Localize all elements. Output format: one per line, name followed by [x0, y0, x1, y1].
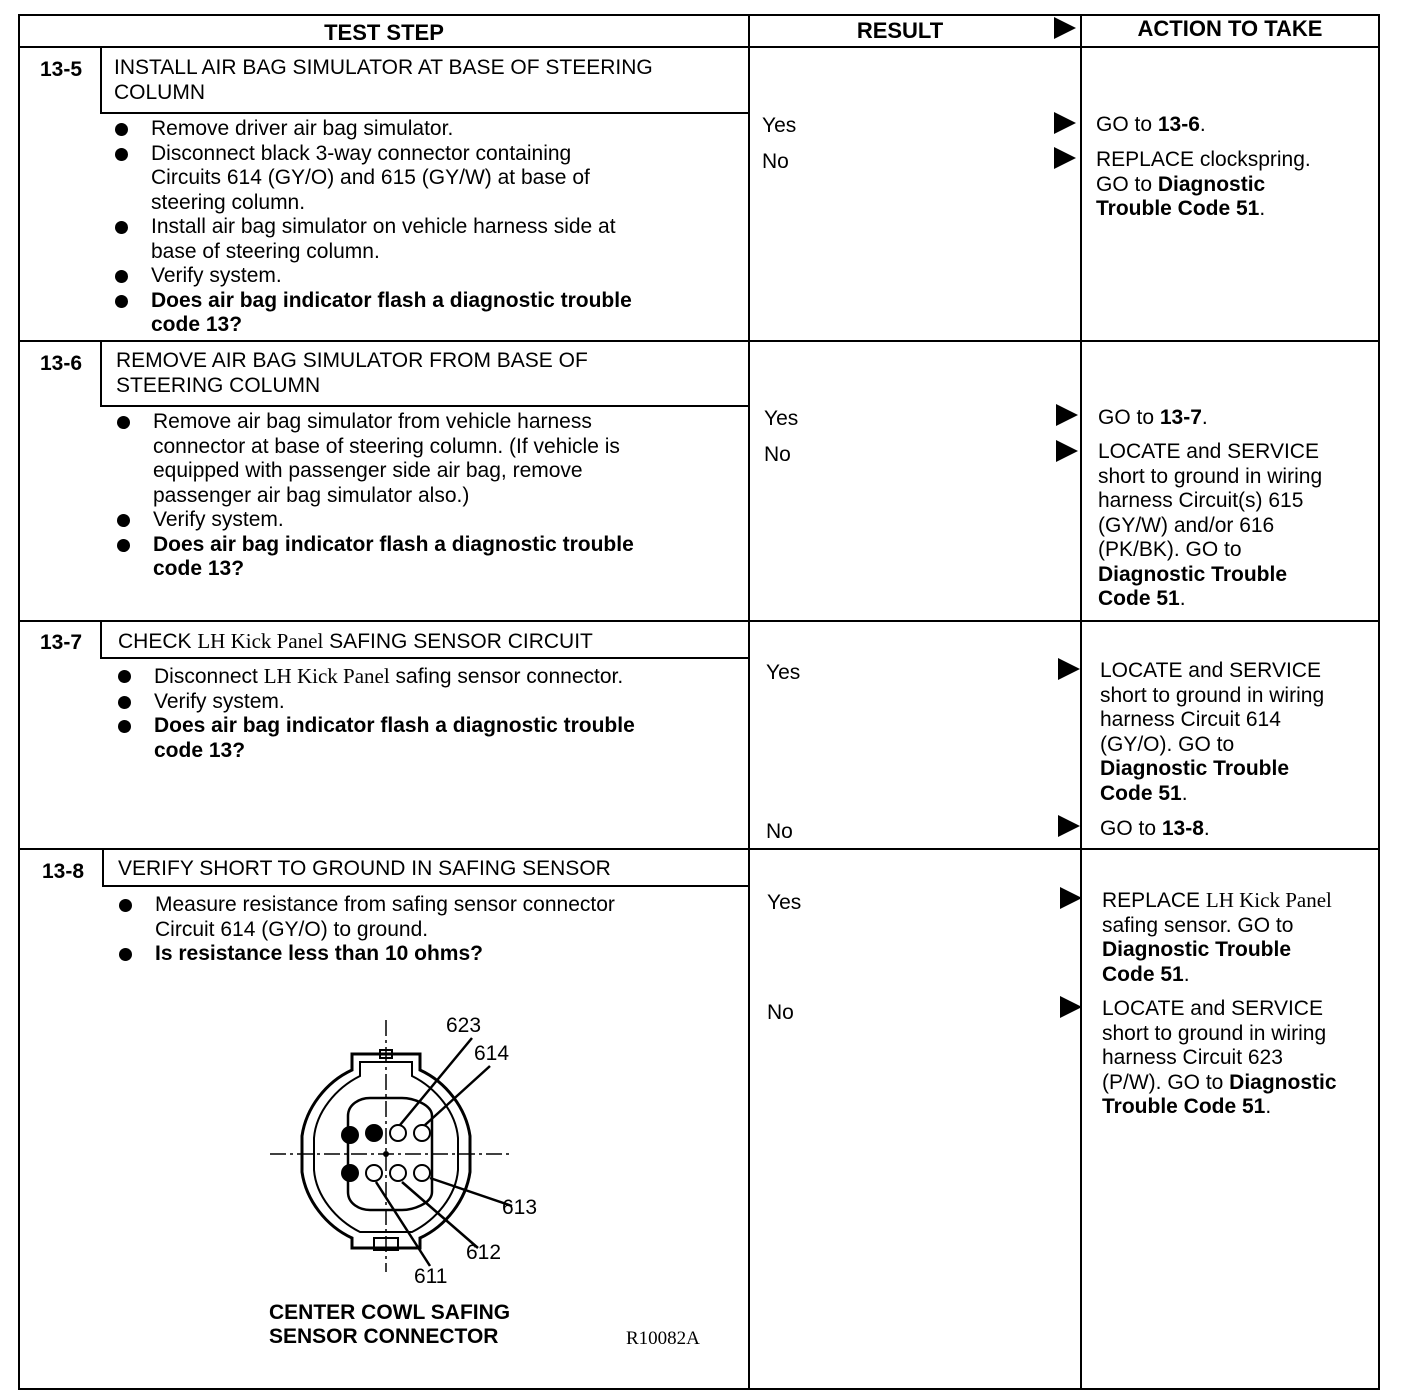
pin-label-613: 613	[502, 1196, 538, 1219]
result-arrow-icon	[1056, 404, 1078, 426]
bullet-item: Verify system.	[115, 264, 632, 289]
step-bullets	[117, 410, 634, 582]
result-arrow-icon	[1058, 815, 1080, 837]
result-yes: Yes	[764, 407, 799, 430]
step-number-divider	[100, 46, 102, 112]
bullet-item: Does air bag indicator flash a diagnostic trouble code 13?	[118, 714, 635, 763]
bullet-item: Remove air bag simulator from vehicle harness connector at base of steering column. (If vehicle is equipped with passenger side air bag, remove passenger air bag simulator also.)	[117, 410, 634, 508]
result-yes: Yes	[767, 891, 802, 914]
bullet-item: Verify system.	[118, 690, 635, 715]
column-divider-action	[1080, 14, 1082, 1390]
result-no: No	[767, 1001, 794, 1024]
action-yes: LOCATE and SERVICE short to ground in wiring harness Circuit 614 (GY/O). GO to Diagnostic Trouble Code 51.	[1100, 659, 1325, 805]
pin-label-612: 612	[466, 1241, 502, 1264]
step-title: VERIFY SHORT TO GROUND IN SAFING SENSOR	[118, 857, 611, 880]
action-yes: REPLACE LH Kick Panel safing sensor. GO to Diagnostic Trouble Code 51.	[1102, 888, 1332, 986]
result-arrow-icon	[1060, 996, 1082, 1018]
step-number: 13-5	[39, 58, 83, 81]
pin-label-614: 614	[474, 1042, 510, 1065]
pin-label-611: 611	[414, 1265, 448, 1288]
pin-611	[366, 1165, 382, 1181]
step-divider	[18, 620, 1380, 622]
bullet-item: Verify system.	[117, 508, 634, 533]
result-arrow-icon	[1058, 658, 1080, 680]
action-no: LOCATE and SERVICE short to ground in wiring harness Circuit 623 (P/W). GO to Diagnostic Trouble Code 51.	[1102, 997, 1337, 1118]
header-divider	[18, 46, 1380, 48]
bullet-item: Does air bag indicator flash a diagnostic trouble code 13?	[115, 289, 632, 338]
action-yes: GO to 13-6.	[1096, 113, 1206, 136]
pin-filled	[341, 1164, 359, 1182]
action-no: REPLACE clockspring. GO to Diagnostic Trouble Code 51.	[1096, 148, 1311, 220]
column-divider-result	[748, 14, 750, 1390]
pin-label-623: 623	[446, 1014, 482, 1037]
step-bullets	[115, 117, 632, 338]
result-arrow-icon	[1054, 147, 1076, 169]
result-yes: Yes	[762, 114, 797, 137]
step-number-divider	[102, 848, 104, 886]
step-divider	[18, 848, 1380, 850]
result-no: No	[764, 443, 791, 466]
leader-611	[376, 1182, 430, 1266]
bullet-item: Does air bag indicator flash a diagnostic trouble code 13?	[117, 533, 634, 582]
action-yes: GO to 13-7.	[1098, 406, 1208, 429]
pin-filled	[341, 1126, 359, 1144]
step-number: 13-7	[39, 631, 83, 654]
step-number: 13-6	[39, 352, 83, 375]
figure-caption: CENTER COWL SAFING SENSOR CONNECTOR	[269, 1301, 511, 1348]
header-result: RESULT	[856, 18, 944, 43]
header-test-step: TEST STEP	[324, 20, 444, 45]
bullet-item: Measure resistance from safing sensor connector Circuit 614 (GY/O) to ground.	[119, 893, 615, 942]
pin-filled	[365, 1124, 383, 1142]
step-title-divider	[100, 405, 748, 407]
pin-623	[390, 1125, 406, 1141]
header-arrow-icon	[1054, 17, 1076, 39]
action-no: LOCATE and SERVICE short to ground in wiring harness Circuit(s) 615 (GY/W) and/or 616 (PK/BK). GO to Diagnostic Trouble Code 51.	[1098, 440, 1323, 610]
bullet-item: Disconnect LH Kick Panel safing sensor connector.	[118, 664, 635, 690]
step-title: CHECK LH Kick Panel SAFING SENSOR CIRCUIT	[118, 629, 593, 653]
step-number-divider	[100, 620, 102, 658]
result-yes: Yes	[766, 661, 801, 684]
pin-614	[414, 1125, 430, 1141]
bullet-item: Remove driver air bag simulator.	[115, 117, 632, 142]
step-bullets	[118, 664, 635, 763]
step-title-divider	[100, 657, 748, 659]
figure-id: R10082A	[626, 1328, 700, 1349]
leader-613	[430, 1178, 512, 1206]
step-number-divider	[100, 340, 102, 406]
pin-613	[414, 1165, 430, 1181]
step-divider	[18, 340, 1380, 342]
bullet-item: Install air bag simulator on vehicle harness side at base of steering column.	[115, 215, 632, 264]
action-no: GO to 13-8.	[1100, 817, 1210, 840]
bullet-item: Is resistance less than 10 ohms?	[119, 942, 615, 967]
step-title: INSTALL AIR BAG SIMULATOR AT BASE OF STEERING COLUMN	[114, 56, 653, 104]
result-arrow-icon	[1060, 887, 1082, 909]
result-no: No	[762, 150, 789, 173]
bullet-item: Disconnect black 3-way connector containing Circuits 614 (GY/O) and 615 (GY/W) at base of steering column.	[115, 142, 632, 216]
connector-diagram	[260, 1010, 580, 1300]
result-arrow-icon	[1054, 112, 1076, 134]
step-bullets	[119, 893, 615, 967]
step-title-divider	[100, 112, 748, 114]
step-number: 13-8	[41, 860, 85, 883]
step-title: REMOVE AIR BAG SIMULATOR FROM BASE OF STEERING COLUMN	[116, 349, 588, 397]
leader-614	[425, 1066, 490, 1125]
step-title-divider	[102, 885, 748, 887]
pin-612	[390, 1165, 406, 1181]
result-arrow-icon	[1056, 440, 1078, 462]
result-no: No	[766, 820, 793, 843]
header-action: ACTION TO TAKE	[1137, 16, 1323, 41]
